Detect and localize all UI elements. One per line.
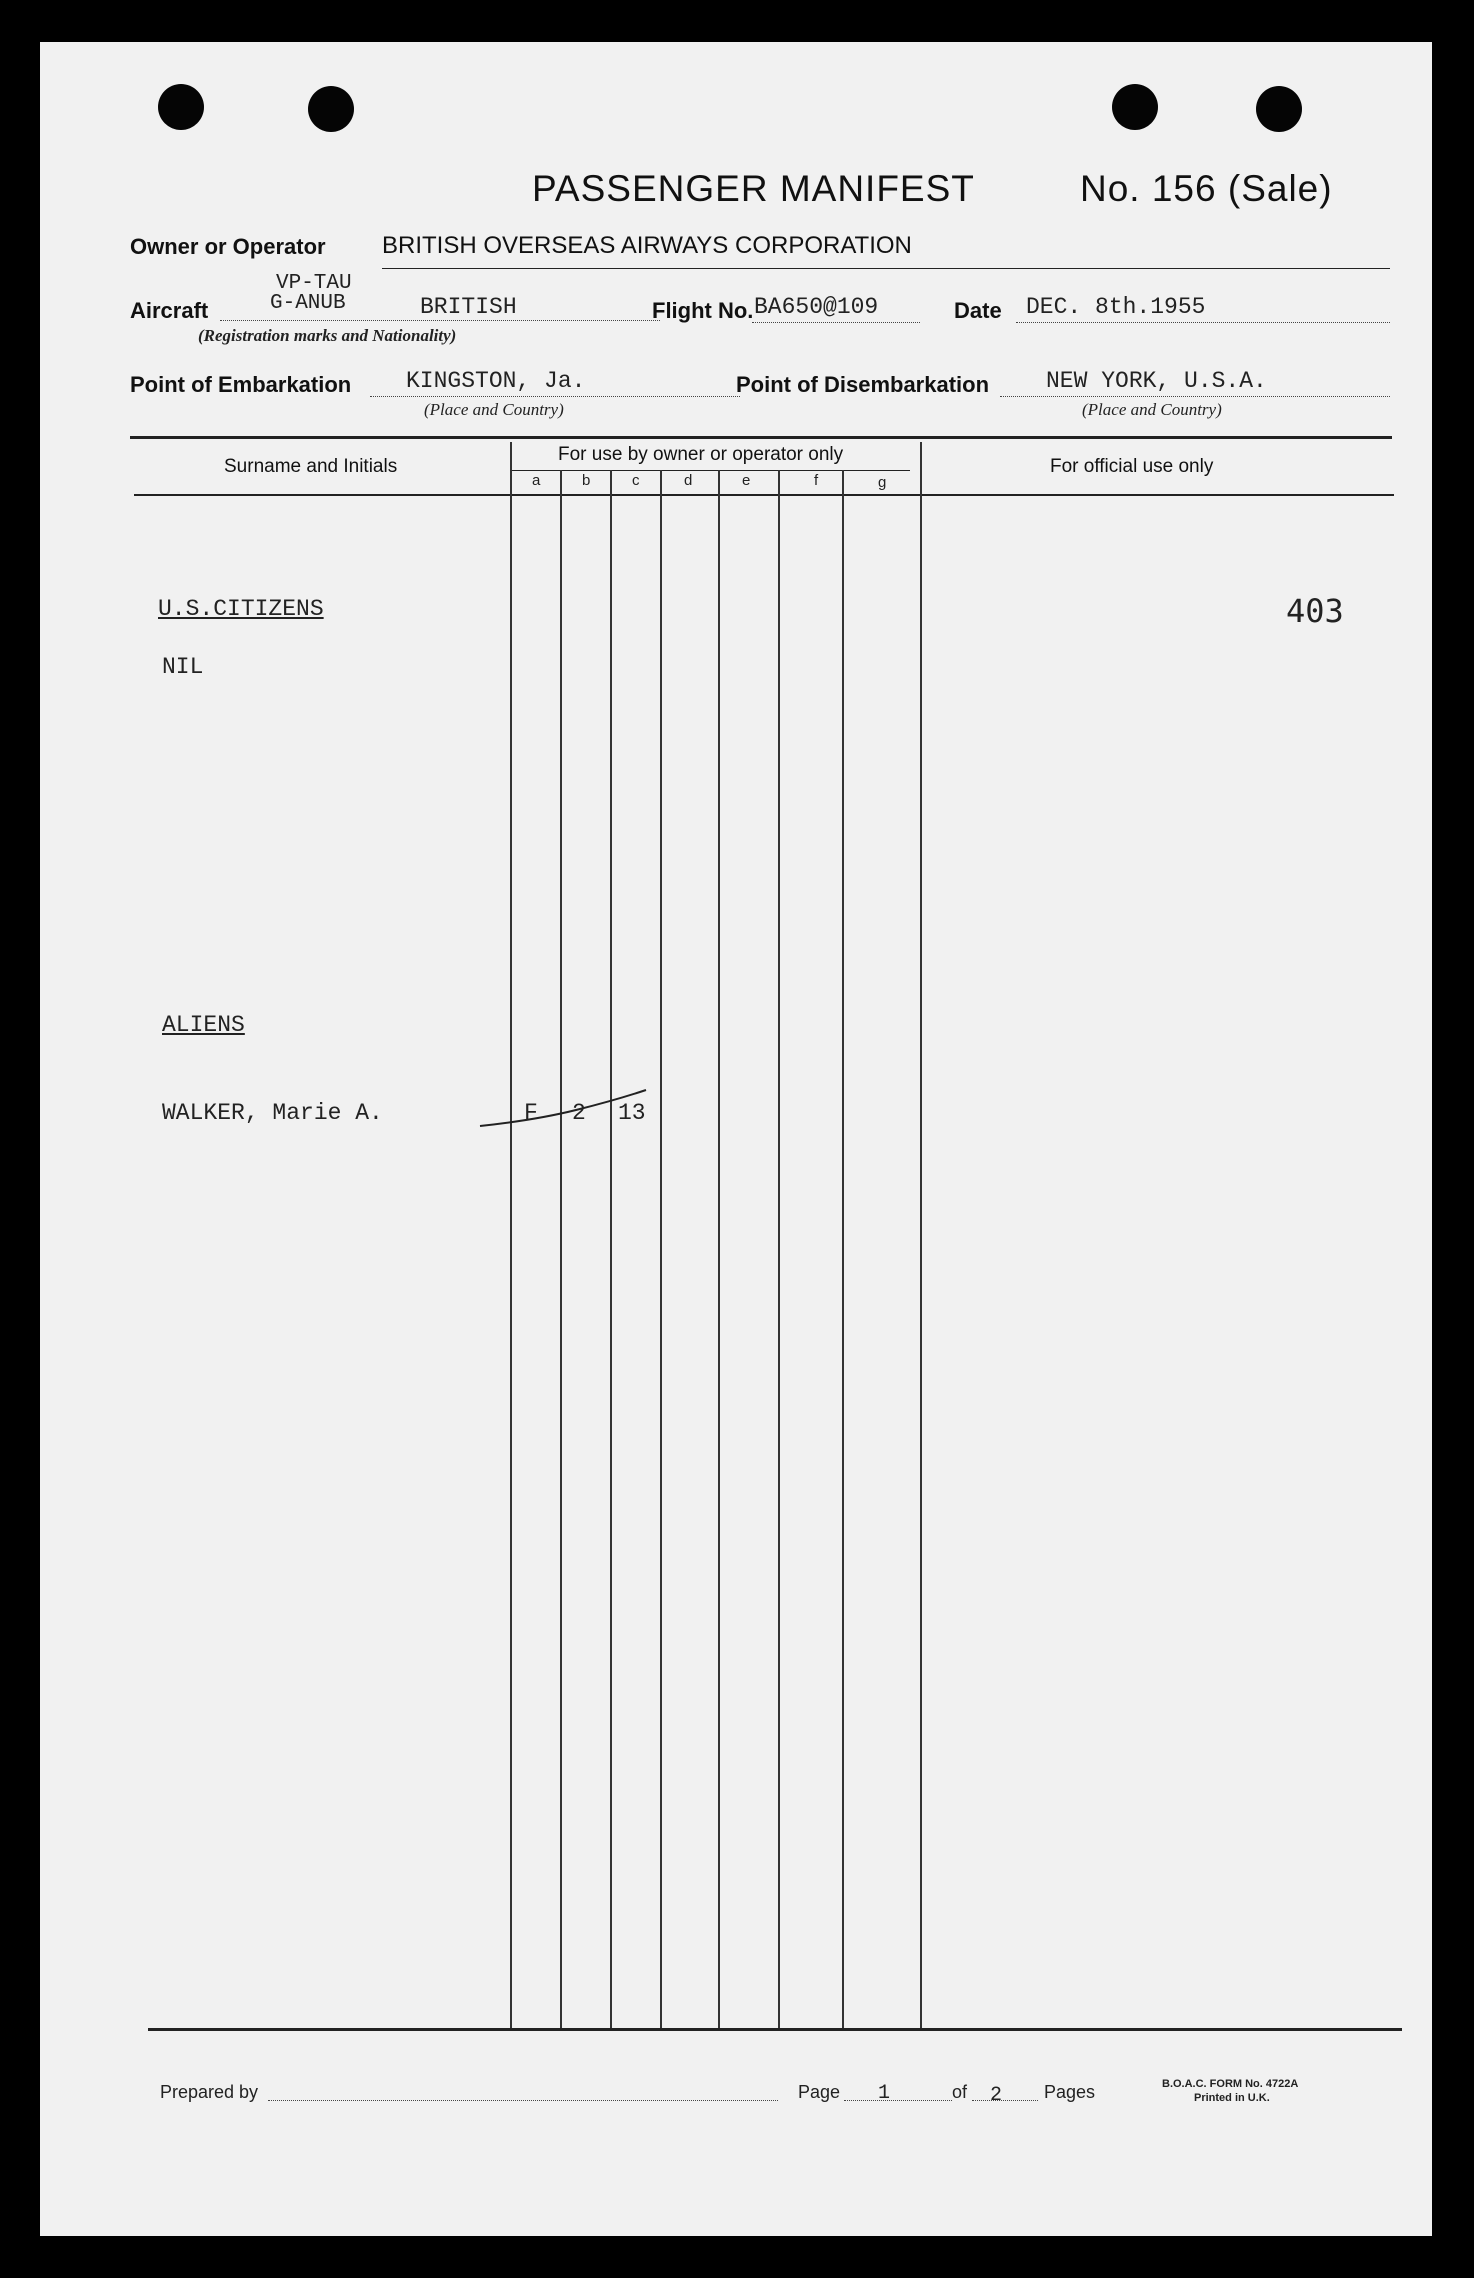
punch-hole — [308, 86, 354, 132]
owner-value: BRITISH OVERSEAS AIRWAYS CORPORATION — [382, 232, 912, 259]
disembarkation-line — [1000, 396, 1390, 397]
us-citizens-heading: U.S.CITIZENS — [158, 596, 324, 622]
punch-hole — [1256, 86, 1302, 132]
pages-value: 2 — [990, 2084, 1003, 2107]
divider — [382, 268, 1390, 269]
date-line — [1016, 322, 1390, 323]
column-e-header: e — [742, 472, 751, 489]
embarkation-value: KINGSTON, Ja. — [406, 368, 586, 394]
surname-header: Surname and Initials — [224, 456, 398, 477]
us-citizens-value: NIL — [162, 654, 204, 680]
manifest-sheet — [40, 42, 1432, 2236]
aliens-heading: ALIENS — [162, 1012, 245, 1038]
alien-col-b: 2 — [572, 1100, 586, 1126]
punch-hole — [158, 84, 204, 130]
alien-col-c: 13 — [618, 1100, 646, 1126]
owner-use-header: For use by owner or operator only — [558, 444, 844, 465]
aircraft-label: Aircraft — [130, 298, 209, 323]
pages-label: Pages — [1044, 2082, 1096, 2102]
column-rule — [660, 470, 662, 2030]
table-bottom-rule — [148, 2028, 1402, 2031]
prepared-by-label: Prepared by — [160, 2082, 259, 2102]
aircraft-registration: G-ANUB — [270, 292, 346, 315]
disembarkation-caption: (Place and Country) — [1082, 400, 1222, 419]
column-rule — [610, 470, 612, 2030]
column-b-header: b — [582, 472, 591, 489]
form-id-line2: Printed in U.K. — [1194, 2092, 1270, 2104]
strike-through-mark — [476, 1086, 656, 1142]
column-rule — [510, 442, 512, 2030]
column-rule — [718, 470, 720, 2030]
date-value: DEC. 8th.1955 — [1026, 294, 1206, 320]
page-label: Page — [798, 2082, 841, 2102]
official-number: 403 — [1286, 592, 1344, 630]
column-rule — [920, 442, 922, 2030]
flight-label: Flight No. — [652, 298, 754, 323]
embarkation-caption: (Place and Country) — [424, 400, 564, 419]
pages-line — [972, 2100, 1038, 2101]
table-top-rule — [130, 436, 1392, 439]
disembarkation-value: NEW YORK, U.S.A. — [1046, 368, 1267, 394]
of-label: of — [952, 2082, 968, 2102]
embarkation-line — [370, 396, 740, 397]
column-c-header: c — [632, 472, 640, 489]
column-f-header: f — [814, 472, 819, 489]
aircraft-registration-original: VP-TAU — [276, 272, 352, 295]
page-value: 1 — [878, 2082, 891, 2105]
alien-col-a: F — [524, 1100, 538, 1126]
aircraft-nationality: BRITISH — [420, 294, 517, 320]
column-a-header: a — [532, 472, 541, 489]
page-line — [844, 2100, 952, 2101]
embarkation-label: Point of Embarkation — [130, 372, 352, 397]
header-bottom-rule — [134, 494, 1394, 496]
aircraft-caption: (Registration marks and Nationality) — [198, 326, 457, 345]
column-d-header: d — [684, 472, 693, 489]
column-rule — [842, 470, 844, 2030]
flight-line — [752, 322, 920, 323]
column-rule — [560, 470, 562, 2030]
owner-label: Owner or Operator — [130, 234, 326, 259]
prepared-by-line — [268, 2100, 778, 2101]
flight-value: BA650@109 — [754, 294, 879, 320]
form-number: No. 156 (Sale) — [1080, 168, 1333, 209]
owner-use-rule — [510, 470, 910, 471]
form-title: PASSENGER MANIFEST — [532, 168, 975, 209]
column-rule — [778, 470, 780, 2030]
disembarkation-label: Point of Disembarkation — [736, 372, 990, 397]
official-use-header: For official use only — [1050, 456, 1214, 477]
aircraft-line — [220, 320, 660, 321]
alien-passenger-name: WALKER, Marie A. — [162, 1100, 383, 1126]
date-label: Date — [954, 298, 1002, 323]
column-g-header: g — [878, 474, 887, 491]
form-id-line1: B.O.A.C. FORM No. 4722A — [1162, 2078, 1299, 2090]
punch-hole — [1112, 84, 1158, 130]
